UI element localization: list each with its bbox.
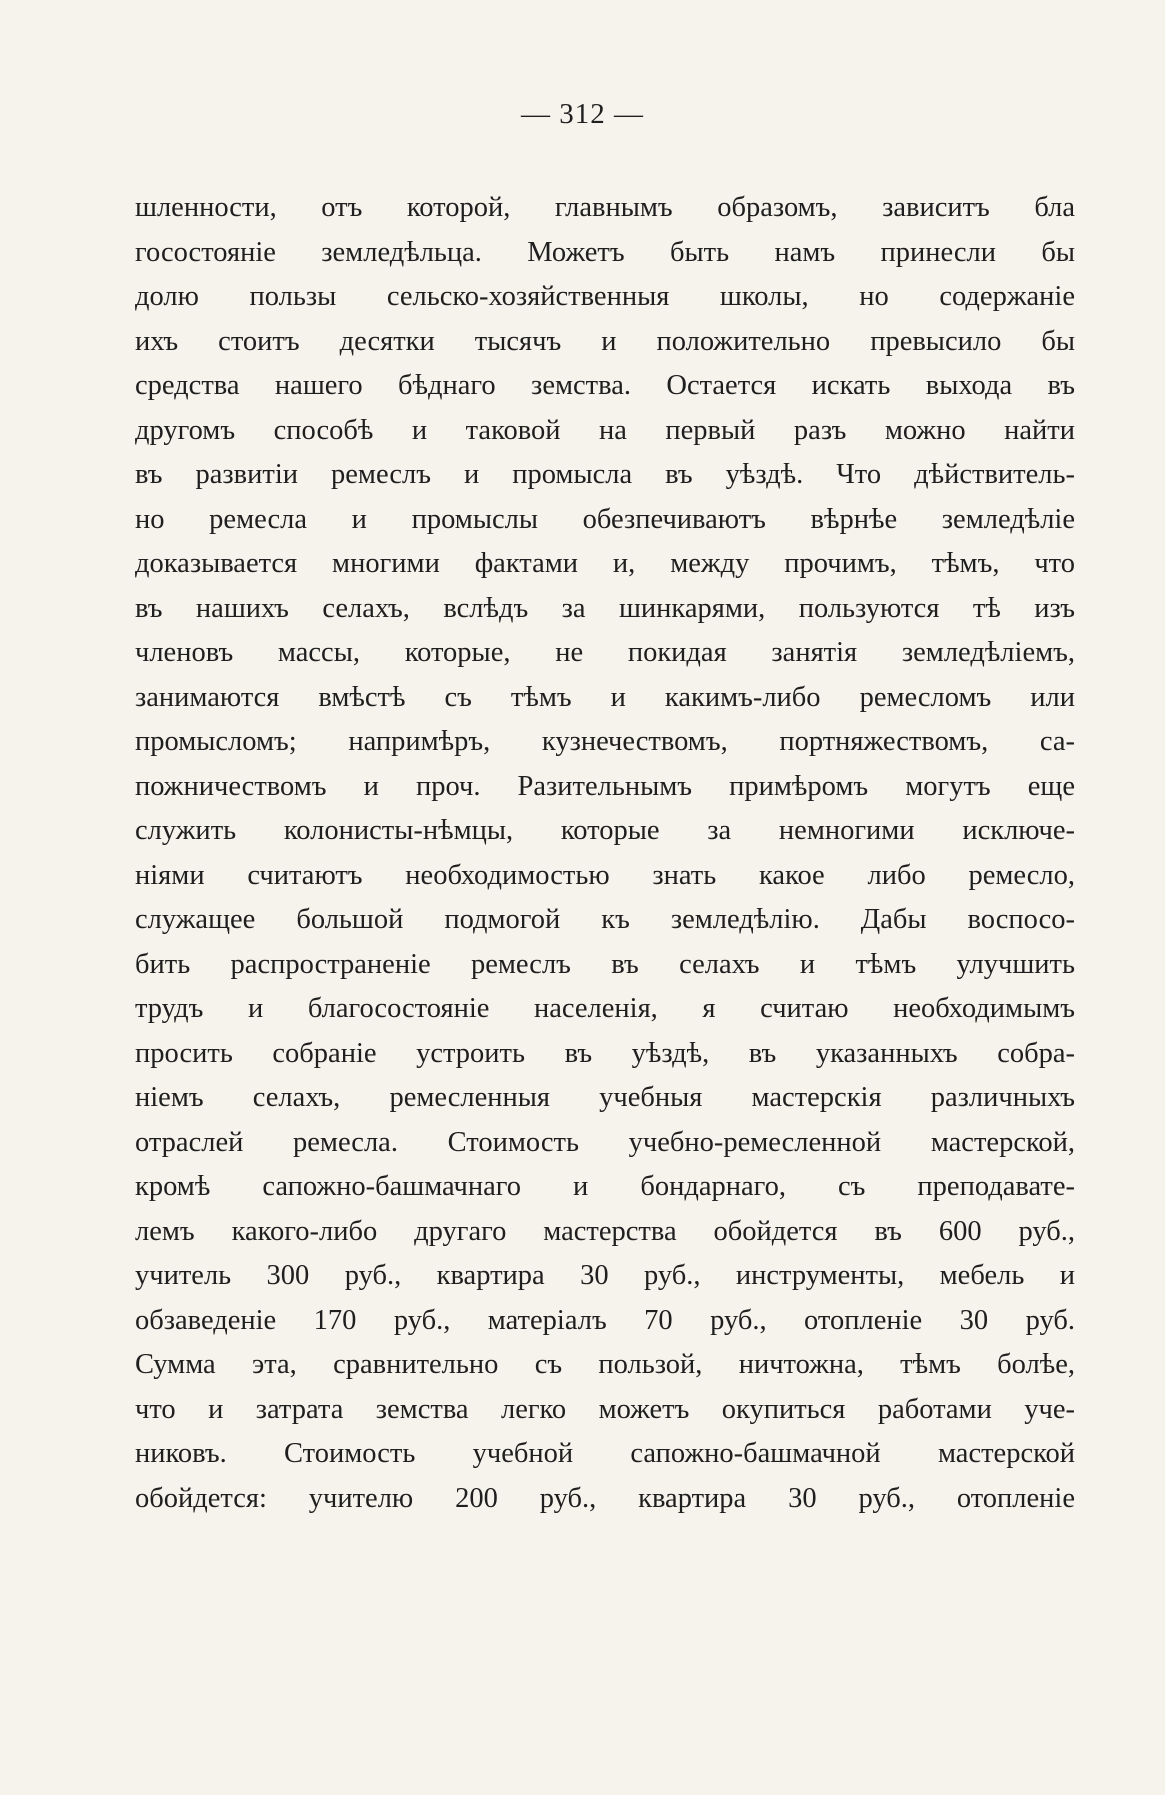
- text-line: обзаведеніе 170 руб., матеріалъ 70 руб., отопленіе 30 руб.: [135, 1304, 1075, 1336]
- text-line: другомъ способѣ и таковой на первый разъ можно найти: [135, 414, 1075, 446]
- body-text: [135, 186, 1075, 1521]
- text-line: учитель 300 руб., квартира 30 руб., инструменты, мебель и: [135, 1260, 1075, 1291]
- text-line: что и затрата земства легко можетъ окупиться работами уче-: [135, 1393, 1075, 1425]
- page-number: — 312 —: [521, 98, 644, 130]
- text-line: Сумма эта, сравнительно съ пользой, ничтожна, тѣмъ болѣе,: [135, 1349, 1075, 1380]
- text-line: членовъ массы, которые, не покидая занятія земледѣліемъ,: [135, 637, 1075, 668]
- text-line: ніемъ селахъ, ремесленныя учебныя мастерскія различныхъ: [135, 1082, 1075, 1113]
- text-line: служащее большой подмогой къ земледѣлію. Дабы воспосо-: [135, 904, 1075, 935]
- text-line: занимаются вмѣстѣ съ тѣмъ и какимъ-либо ремесломъ или: [135, 681, 1075, 713]
- text-line: пожничествомъ и проч. Разительнымъ примѣромъ могутъ еще: [135, 770, 1075, 802]
- text-line: въ нашихъ селахъ, вслѣдъ за шинкарями, пользуются тѣ изъ: [135, 592, 1075, 624]
- text-line: лемъ какого-либо другаго мастерства обойдется въ 600 руб.,: [135, 1215, 1075, 1247]
- text-line: госостояніе земледѣльца. Можетъ быть намъ принесли бы: [135, 236, 1075, 268]
- text-line: но ремесла и промыслы обезпечиваютъ вѣрнѣе земледѣліе: [135, 503, 1075, 535]
- text-line: обойдется: учителю 200 руб., квартира 30 руб., отопленіе: [135, 1482, 1075, 1514]
- text-line: просить собраніе устроить въ уѣздѣ, въ указанныхъ собра-: [135, 1037, 1075, 1069]
- text-line: трудъ и благосостояніе населенія, я считаю необходимымъ: [135, 993, 1075, 1024]
- text-line: отраслей ремесла. Стоимость учебно-ремесленной мастерской,: [135, 1126, 1075, 1158]
- text-line: промысломъ; напримѣръ, кузнечествомъ, портняжествомъ, са-: [135, 726, 1075, 757]
- text-line: шленности, отъ которой, главнымъ образомъ, зависитъ бла: [135, 192, 1075, 223]
- text-line: долю пользы сельско-хозяйственныя школы, но содержаніе: [135, 281, 1075, 312]
- text-line: въ развитіи ремеслъ и промысла въ уѣздѣ. Что дѣйствитель-: [135, 459, 1075, 490]
- text-line: служить колонисты-нѣмцы, которые за немногими исключе-: [135, 815, 1075, 846]
- text-line: никовъ. Стоимость учебной сапожно-башмачной мастерской: [135, 1438, 1075, 1469]
- text-line: бить распространеніе ремеслъ въ селахъ и тѣмъ улучшить: [135, 948, 1075, 980]
- text-line: средства нашего бѣднаго земства. Остается искать выхода въ: [135, 370, 1075, 401]
- text-line: доказывается многими фактами и, между прочимъ, тѣмъ, что: [135, 548, 1075, 579]
- text-line: ихъ стоитъ десятки тысячъ и положительно превысило бы: [135, 325, 1075, 357]
- text-line: кромѣ сапожно-башмачнаго и бондарнаго, съ преподавате-: [135, 1171, 1075, 1202]
- text-line: ніями считаютъ необходимостью знать какое либо ремесло,: [135, 859, 1075, 891]
